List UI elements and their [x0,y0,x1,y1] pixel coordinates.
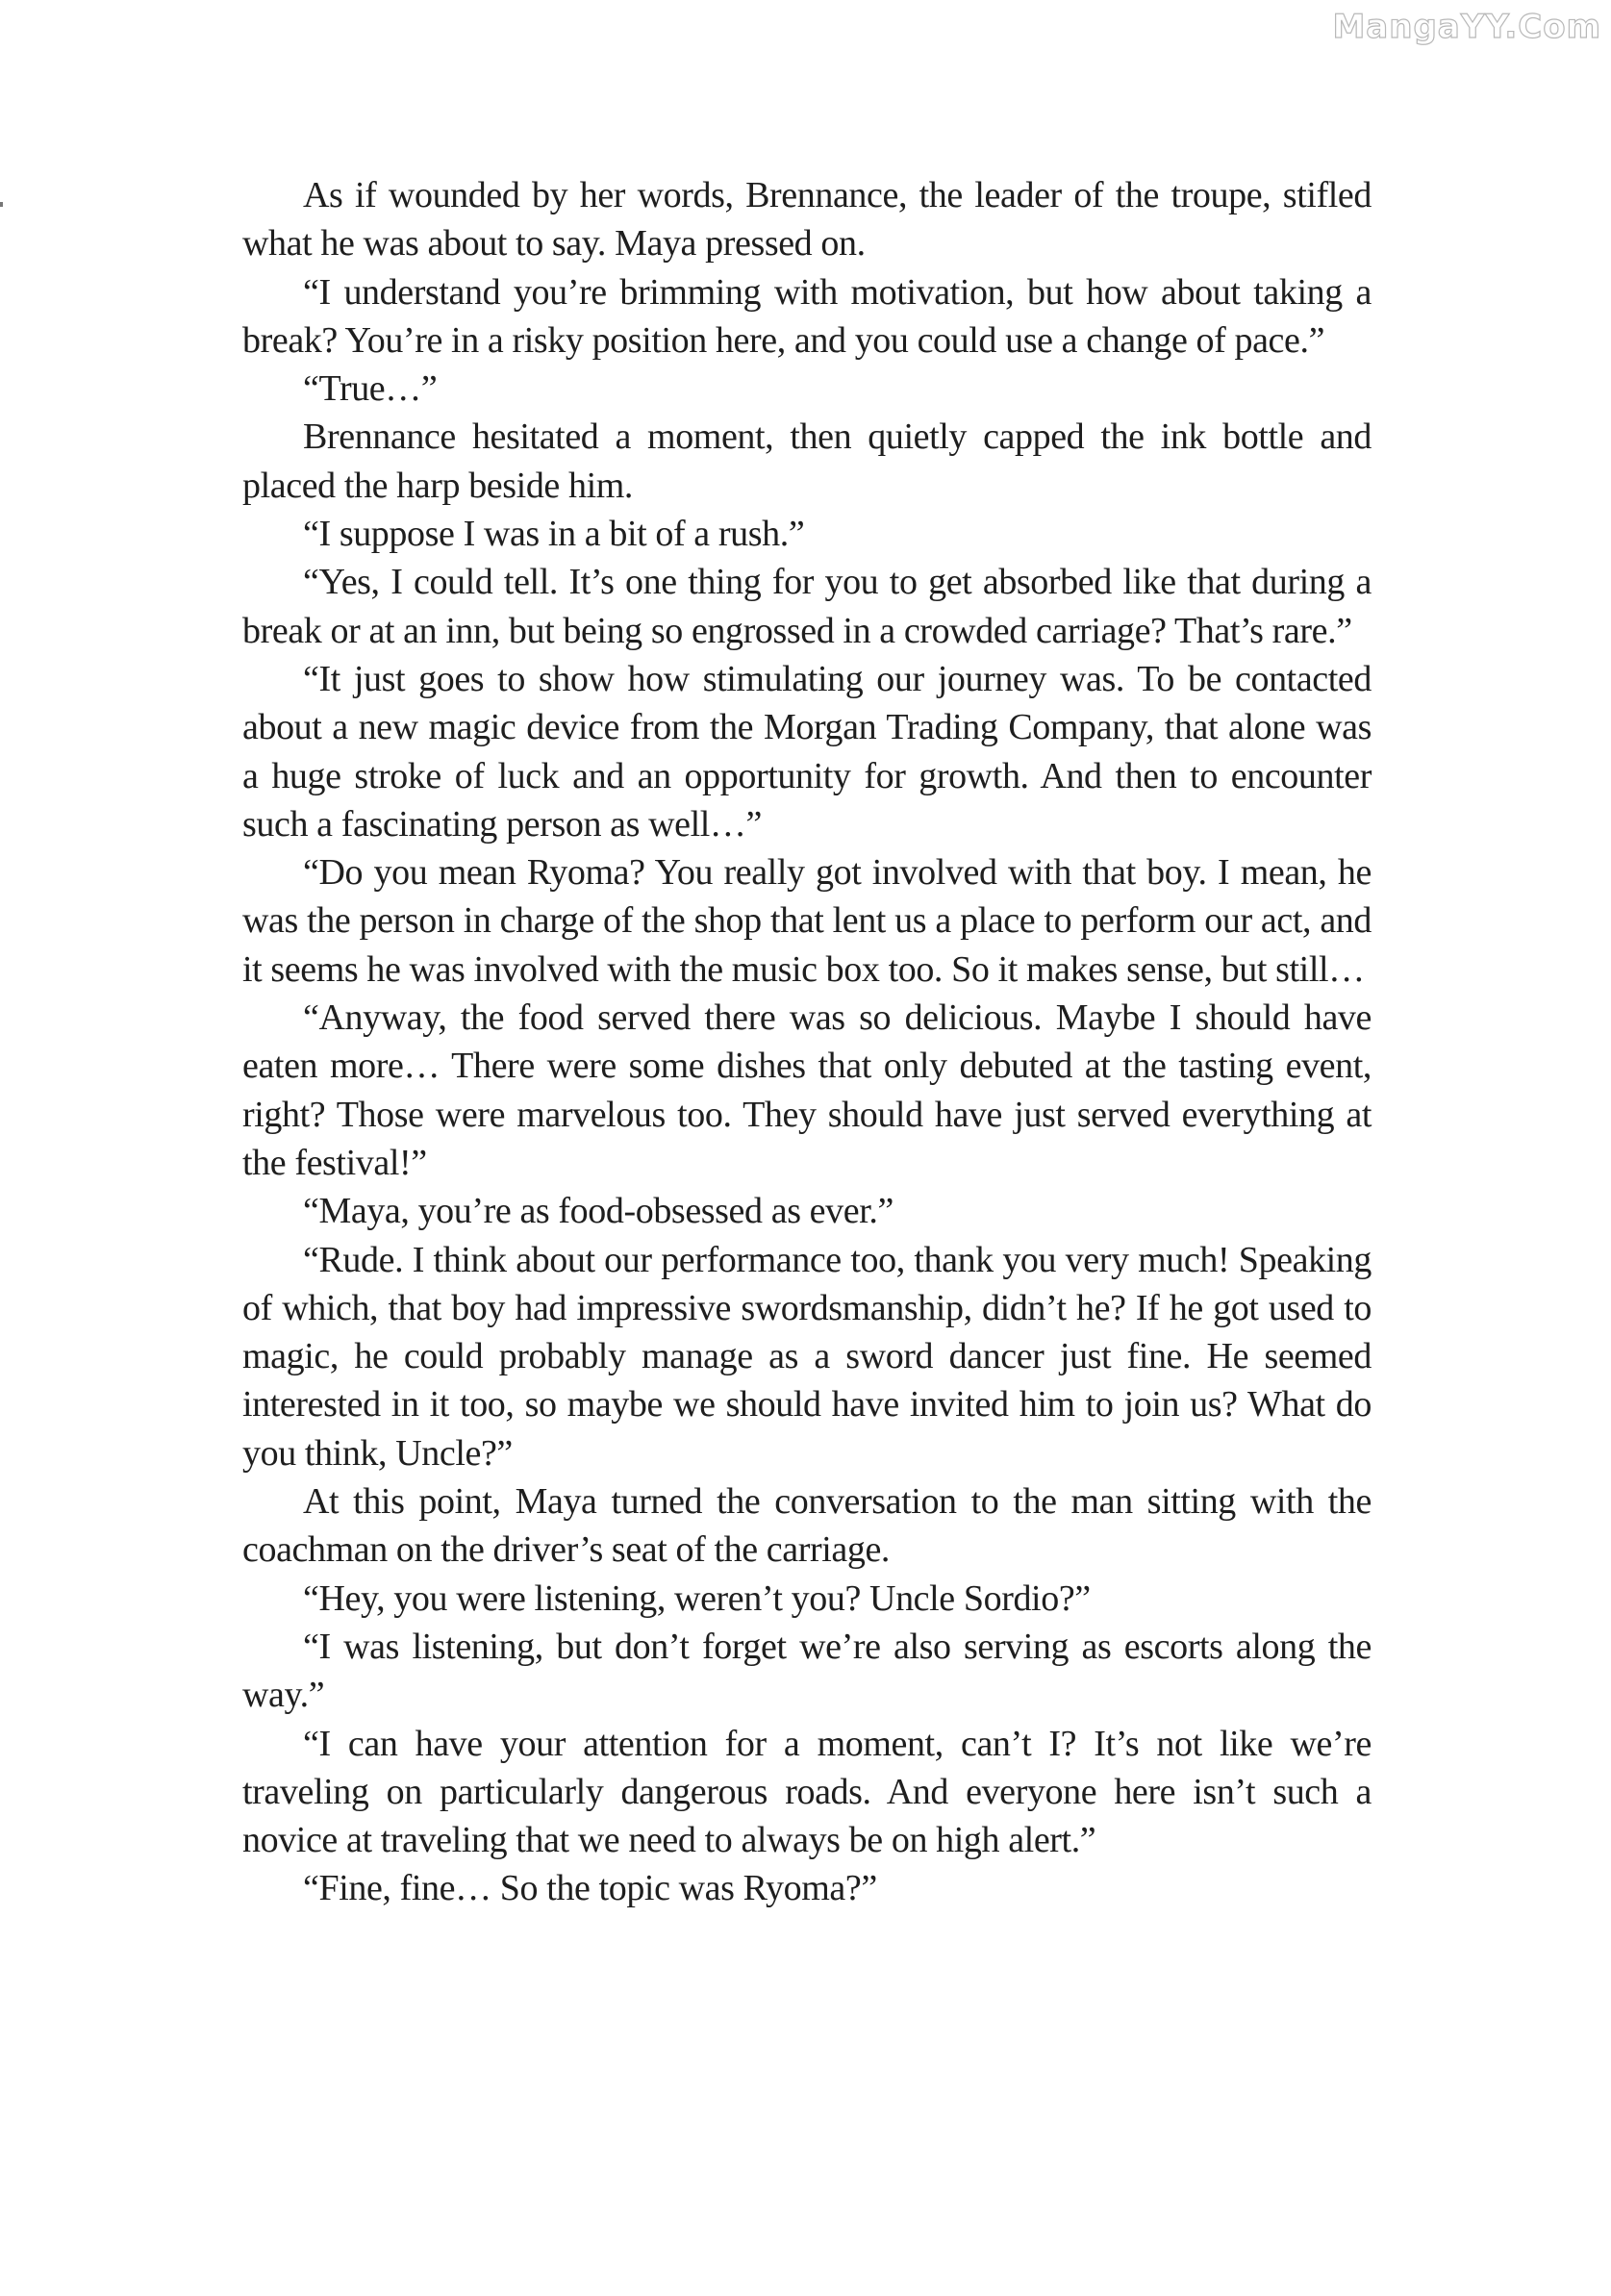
paragraph: “Anyway, the food served there was so delicious. Maybe I should have eaten more… There were some dishes that only debuted at the tasting event, right? Those were marvelous too. They should have just served everything at the festival!” [242,997,1372,1183]
paragraph: “Yes, I could tell. It’s one thing for you to get absorbed like that during a break or at an inn, but being so engrossed in a crowded carriage? That’s rare.” [242,562,1372,651]
paragraph: “Maya, you’re as food-obsessed as ever.” [303,1191,894,1232]
paragraph: “Rude. I think about our performance too, thank you very much! Speaking of which, that boy had impressive swordsmanship, didn’t he? If he got used to magic, he could probably manage as a sword dancer just fine. He seemed interested in it too, so maybe we should have invited him to join us? What do you think, Uncle?” [242,1239,1372,1474]
watermark-logo: MangaYY.Com [1332,8,1601,46]
paragraph: “Do you mean Ryoma? You really got involved with that boy. I mean, he was the person in charge of the shop that lent us a place to perform our act, and it seems he was involved with the music box too. So it makes sense, but still… [242,852,1372,990]
paragraph: “It just goes to show how stimulating our journey was. To be contacted about a new magic device from the Morgan Trading Company, that alone was a huge stroke of luck and an opportunity for growth. And then to encounter such a fascinating person as well…” [242,658,1372,845]
page-body [242,171,1372,1913]
paragraph: “Hey, you were listening, weren’t you? Uncle Sordio?” [303,1577,1091,1619]
paragraph: At this point, Maya turned the conversation to the man sitting with the coachman on the driver’s seat of the carriage. [242,1481,1372,1571]
paragraph: “I suppose I was in a bit of a rush.” [303,514,805,555]
paragraph: “I can have your attention for a moment, can’t I? It’s not like we’re traveling on particularly dangerous roads. And everyone here isn’t such a novice at traveling that we need to always be on high alert.” [242,1723,1372,1861]
paragraph: “Fine, fine… So the topic was Ryoma?” [303,1868,877,1909]
paragraph: As if wounded by her words, Brennance, the leader of the troupe, stifled what he was about to say. Maya pressed on. [242,175,1372,265]
paragraph: “I understand you’re brimming with motivation, but how about taking a break? You’re in a risky position here, and you could use a change of pace.” [242,271,1372,361]
paragraph: “True…” [303,368,438,410]
margin-mark [0,202,3,207]
paragraph: Brennance hesitated a moment, then quietly capped the ink bottle and placed the harp beside him. [242,416,1372,506]
paragraph: “I was listening, but don’t forget we’re also serving as escorts along the way.” [242,1626,1372,1716]
